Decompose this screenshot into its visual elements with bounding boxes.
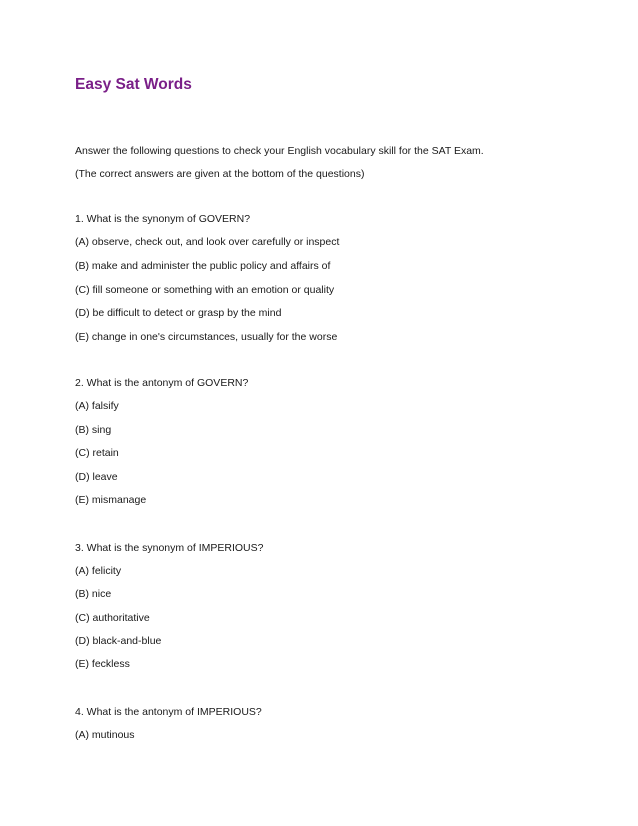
question-1-option-e: (E) change in one's circumstances, usually for the worse [75, 331, 338, 343]
question-2-option-b: (B) sing [75, 424, 112, 436]
question-2-option-d: (D) leave [75, 471, 118, 483]
intro-text: Answer the following questions to check your English vocabulary skill for the SAT Exam. [75, 145, 484, 157]
question-4-option-a: (A) mutinous [75, 729, 135, 741]
question-4-prompt: 4. What is the antonym of IMPERIOUS? [75, 706, 262, 718]
question-3-prompt: 3. What is the synonym of IMPERIOUS? [75, 542, 264, 554]
question-3-option-b: (B) nice [75, 588, 112, 600]
question-1-option-c: (C) fill someone or something with an emotion or quality [75, 284, 335, 296]
question-1-prompt: 1. What is the synonym of GOVERN? [75, 213, 251, 225]
question-2-option-c: (C) retain [75, 447, 119, 459]
question-1-option-d: (D) be difficult to detect or grasp by the mind [75, 307, 282, 319]
question-2-prompt: 2. What is the antonym of GOVERN? [75, 377, 249, 389]
question-3-option-e: (E) feckless [75, 658, 130, 670]
answers-note: (The correct answers are given at the bottom of the questions) [75, 168, 365, 180]
question-2-option-a: (A) falsify [75, 400, 119, 412]
question-3-option-a: (A) felicity [75, 565, 122, 577]
question-2-option-e: (E) mismanage [75, 494, 147, 506]
question-1-option-a: (A) observe, check out, and look over carefully or inspect [75, 236, 340, 248]
question-1-option-b: (B) make and administer the public policy and affairs of [75, 260, 331, 272]
question-3-option-d: (D) black-and-blue [75, 635, 162, 647]
question-3-option-c: (C) authoritative [75, 612, 150, 624]
page-title: Easy Sat Words [75, 76, 192, 93]
